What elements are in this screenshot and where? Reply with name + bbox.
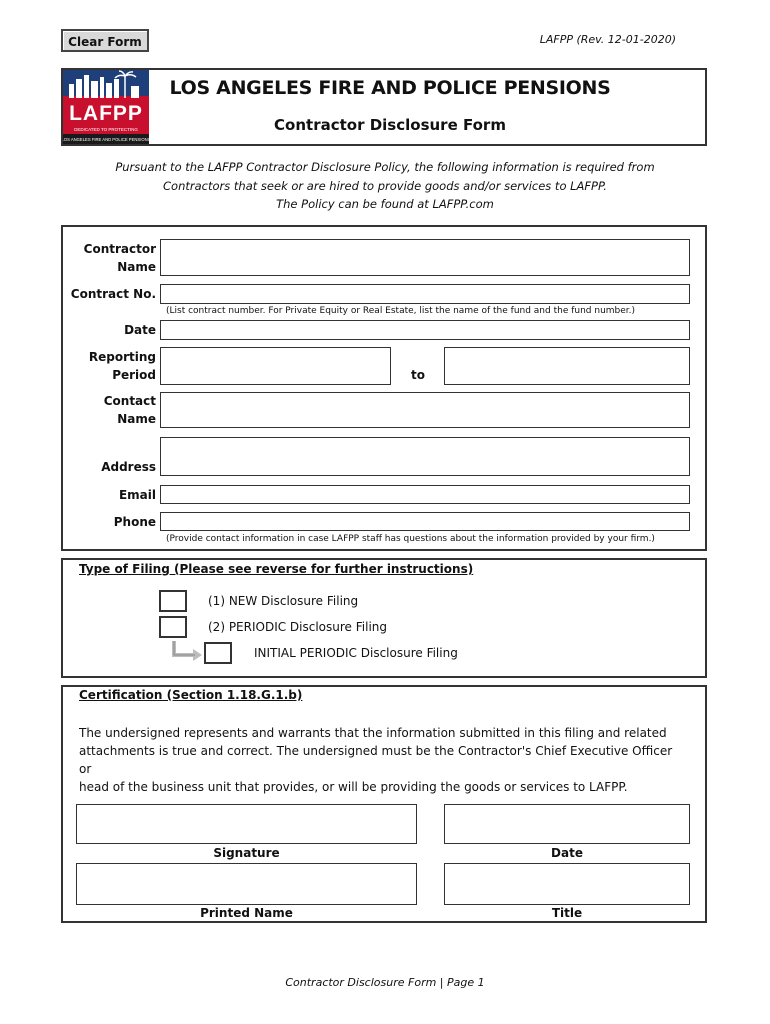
reporting-period-label: Reporting Period <box>88 350 156 382</box>
contract-no-field[interactable] <box>160 284 690 304</box>
contact-name-field[interactable] <box>160 392 690 428</box>
address-field[interactable] <box>160 437 690 476</box>
contract-note: (List contract number. For Private Equity or Real Estate, list the name of the fund and the fund number.) <box>166 306 636 316</box>
signature-date-field[interactable] <box>444 804 690 844</box>
phone-field[interactable] <box>160 512 690 531</box>
initial-periodic-filing-checkbox[interactable] <box>204 642 232 664</box>
sub-option-arrow-icon <box>171 640 203 662</box>
reporting-period-end-field[interactable] <box>444 347 690 385</box>
email-label: Email <box>118 488 156 502</box>
contact-name-label: Contact Name <box>103 394 156 426</box>
intro-line: The Policy can be found at LAFPP.com <box>276 197 494 211</box>
intro-text <box>60 158 710 214</box>
printed-name-label: Printed Name <box>200 906 293 920</box>
title-label: Title <box>551 906 583 920</box>
page-footer: Contractor Disclosure Form | Page 1 <box>285 976 485 989</box>
intro-line: Contractors that seek or are hired to provide goods and/or services to LAFPP. <box>163 178 607 193</box>
signature-label: Signature <box>213 846 280 860</box>
contract-no-label: Contract No. <box>70 287 156 301</box>
svg-text:LAFPP: LAFPP <box>69 102 143 125</box>
reporting-period-start-field[interactable] <box>160 347 391 385</box>
new-filing-checkbox[interactable] <box>159 590 187 612</box>
date-label: Date <box>124 323 156 337</box>
form-title: Contractor Disclosure Form <box>274 116 506 134</box>
date-field[interactable] <box>160 320 690 340</box>
email-field[interactable] <box>160 485 690 504</box>
certification-text: The undersigned represents and warrants that the information submitted in this filing and related attachments is true and correct. The undersigned must be the Contractor's Chief Executive Officer or head of the business unit that provides, or will be providing the goods or services to LAFPP. <box>79 726 673 794</box>
contractor-name-label: Contractor Name <box>83 242 156 274</box>
type-of-filing-section <box>61 558 707 678</box>
intro-line: Pursuant to the LAFPP Contractor Disclosure Policy, the following information is required from <box>115 160 655 174</box>
initial-periodic-filing-label: INITIAL PERIODIC Disclosure Filing <box>254 646 458 660</box>
svg-text:LOS ANGELES FIRE AND POLICE PE: LOS ANGELES FIRE AND POLICE PENSIONS <box>63 137 149 142</box>
org-title: LOS ANGELES FIRE AND POLICE PENSIONS <box>169 77 611 99</box>
svg-text:DEDICATED TO PROTECTING: DEDICATED TO PROTECTING <box>74 127 138 132</box>
to-label: to <box>411 368 425 382</box>
revision-label: LAFPP (Rev. 12-01-2020) <box>539 33 676 46</box>
filing-section-title: Type of Filing (Please see reverse for further instructions) <box>79 562 474 576</box>
title-field[interactable] <box>444 863 690 905</box>
periodic-filing-checkbox[interactable] <box>159 616 187 638</box>
signature-date-label: Date <box>551 846 583 860</box>
address-label: Address <box>101 460 156 474</box>
signature-field[interactable] <box>76 804 417 844</box>
phone-note: (Provide contact information in case LAFPP staff has questions about the information provided by your firm.) <box>166 534 655 544</box>
lafpp-logo <box>63 70 149 144</box>
contractor-name-field[interactable] <box>160 239 690 276</box>
new-filing-label: (1) NEW Disclosure Filing <box>208 594 359 608</box>
printed-name-field[interactable] <box>76 863 417 905</box>
clear-form-button[interactable]: Clear Form <box>61 29 149 52</box>
certification-title: Certification (Section 1.18.G.1.b) <box>79 688 303 702</box>
periodic-filing-label: (2) PERIODIC Disclosure Filing <box>208 620 388 634</box>
phone-label: Phone <box>113 515 156 529</box>
